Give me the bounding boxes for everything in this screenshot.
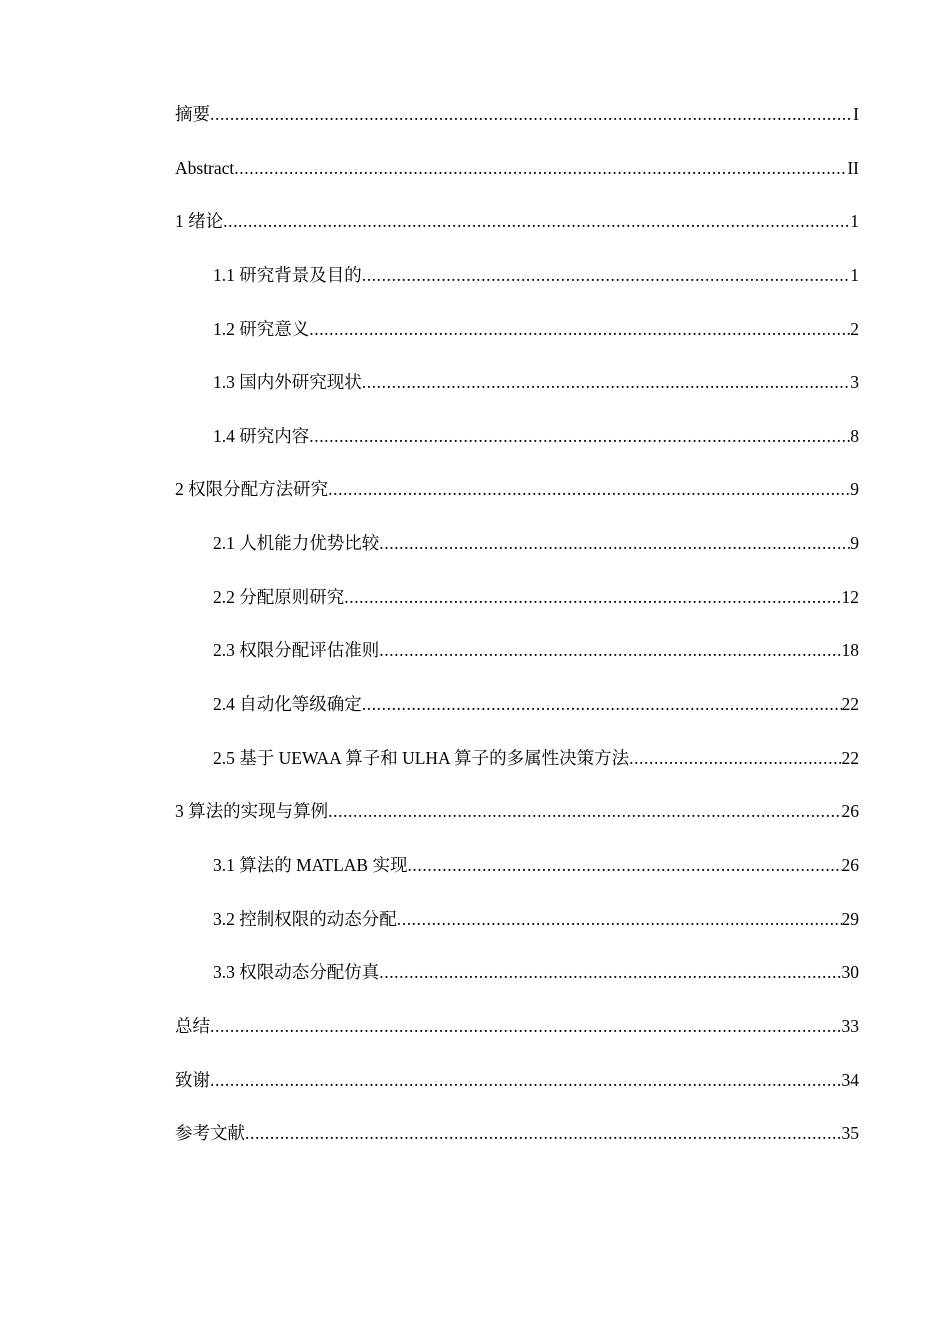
toc-entry-page: 9 [850, 479, 859, 500]
toc-entry-title: 3.1 算法的 MATLAB 实现 [213, 854, 408, 875]
toc-entry[interactable] [175, 424, 859, 478]
toc-dot-leader [309, 317, 850, 341]
toc-dot-leader [210, 1068, 842, 1092]
toc-entry-title: 致谢 [175, 1069, 210, 1090]
toc-entry-page: 22 [841, 747, 859, 768]
toc-entry-title: 2 权限分配方法研究 [175, 479, 329, 500]
toc-entry-title: 1.4 研究内容 [213, 425, 310, 446]
toc-entry[interactable] [175, 1121, 859, 1175]
toc-entry-page: 1 [850, 211, 859, 232]
toc-entry-page: 33 [841, 1015, 859, 1036]
toc-entry-page: 29 [841, 908, 859, 929]
toc-entry-page: I [853, 104, 859, 124]
toc-dot-leader [309, 424, 850, 448]
toc-entry-page: 22 [841, 694, 859, 715]
toc-entry[interactable] [175, 585, 859, 639]
toc-dot-leader [223, 209, 850, 233]
toc-entry-page: 18 [841, 640, 859, 661]
toc-entry[interactable] [175, 799, 859, 853]
toc-entry[interactable] [175, 370, 859, 424]
toc-dot-leader [379, 960, 841, 984]
toc-entry-page: 35 [841, 1123, 859, 1144]
toc-entry-title: 3.2 控制权限的动态分配 [213, 908, 397, 929]
toc-entry-page: 34 [841, 1069, 859, 1090]
toc-entry-title: 3.3 权限动态分配仿真 [213, 962, 380, 983]
toc-entry-title: 1 绪论 [175, 211, 224, 232]
toc-entry-page: 8 [850, 425, 859, 446]
toc-entry-page: 26 [841, 854, 859, 875]
toc-entry-title: 3 算法的实现与算例 [175, 801, 329, 822]
toc-entry-title: 2.1 人机能力优势比较 [213, 533, 380, 554]
toc-dot-leader [234, 156, 847, 180]
toc-dot-leader [245, 1121, 842, 1145]
toc-entry-page: 30 [841, 962, 859, 983]
toc-entry[interactable] [175, 907, 859, 961]
toc-entry[interactable] [175, 692, 859, 746]
toc-entry-page: 2 [850, 318, 859, 339]
toc-dot-leader [407, 853, 841, 877]
toc-dot-leader [210, 1014, 842, 1038]
toc-dot-leader [379, 638, 841, 662]
toc-entry-title: 1.3 国内外研究现状 [213, 372, 362, 393]
toc-entry-page: 9 [850, 533, 859, 554]
toc-dot-leader [362, 263, 851, 287]
toc-entry[interactable] [175, 746, 859, 800]
toc-entry-title: 摘要 [175, 104, 210, 124]
toc-entry-title: Abstract [175, 157, 235, 178]
toc-entry[interactable] [175, 531, 859, 585]
toc-entry-title: 2.4 自动化等级确定 [213, 694, 362, 715]
toc-entry[interactable] [175, 263, 859, 317]
toc-dot-leader [328, 799, 841, 823]
toc-dot-leader [379, 531, 850, 555]
toc-entry-page: 26 [841, 801, 859, 822]
toc-entry[interactable] [175, 1068, 859, 1122]
toc-dot-leader [344, 585, 841, 609]
toc-entry-title: 2.2 分配原则研究 [213, 586, 345, 607]
toc-entry-title: 1.1 研究背景及目的 [213, 264, 362, 285]
toc-entry[interactable] [175, 102, 859, 156]
toc-entry-page: II [847, 157, 859, 178]
toc-entry[interactable] [175, 1014, 859, 1068]
toc-dot-leader [328, 477, 850, 501]
toc-entry[interactable] [175, 477, 859, 531]
toc-entry[interactable] [175, 156, 859, 210]
table-of-contents [175, 102, 859, 1175]
toc-entry-title: 2.3 权限分配评估准则 [213, 640, 380, 661]
toc-entry-page: 1 [850, 264, 859, 285]
toc-entry-title: 参考文献 [175, 1123, 245, 1144]
toc-dot-leader [629, 746, 841, 770]
toc-entry-page: 12 [841, 586, 859, 607]
toc-entry-title: 2.5 基于 UEWAA 算子和 ULHA 算子的多属性决策方法 [213, 747, 630, 768]
toc-dot-leader [362, 370, 851, 394]
toc-entry-page: 3 [850, 372, 859, 393]
toc-entry[interactable] [175, 317, 859, 371]
toc-dot-leader [397, 907, 842, 931]
toc-entry-title: 1.2 研究意义 [213, 318, 310, 339]
toc-entry[interactable] [175, 638, 859, 692]
toc-entry-title: 总结 [175, 1015, 210, 1036]
toc-entry[interactable] [175, 960, 859, 1014]
toc-entry[interactable] [175, 209, 859, 263]
toc-dot-leader [362, 692, 842, 716]
toc-entry[interactable] [175, 853, 859, 907]
toc-dot-leader [210, 102, 853, 126]
